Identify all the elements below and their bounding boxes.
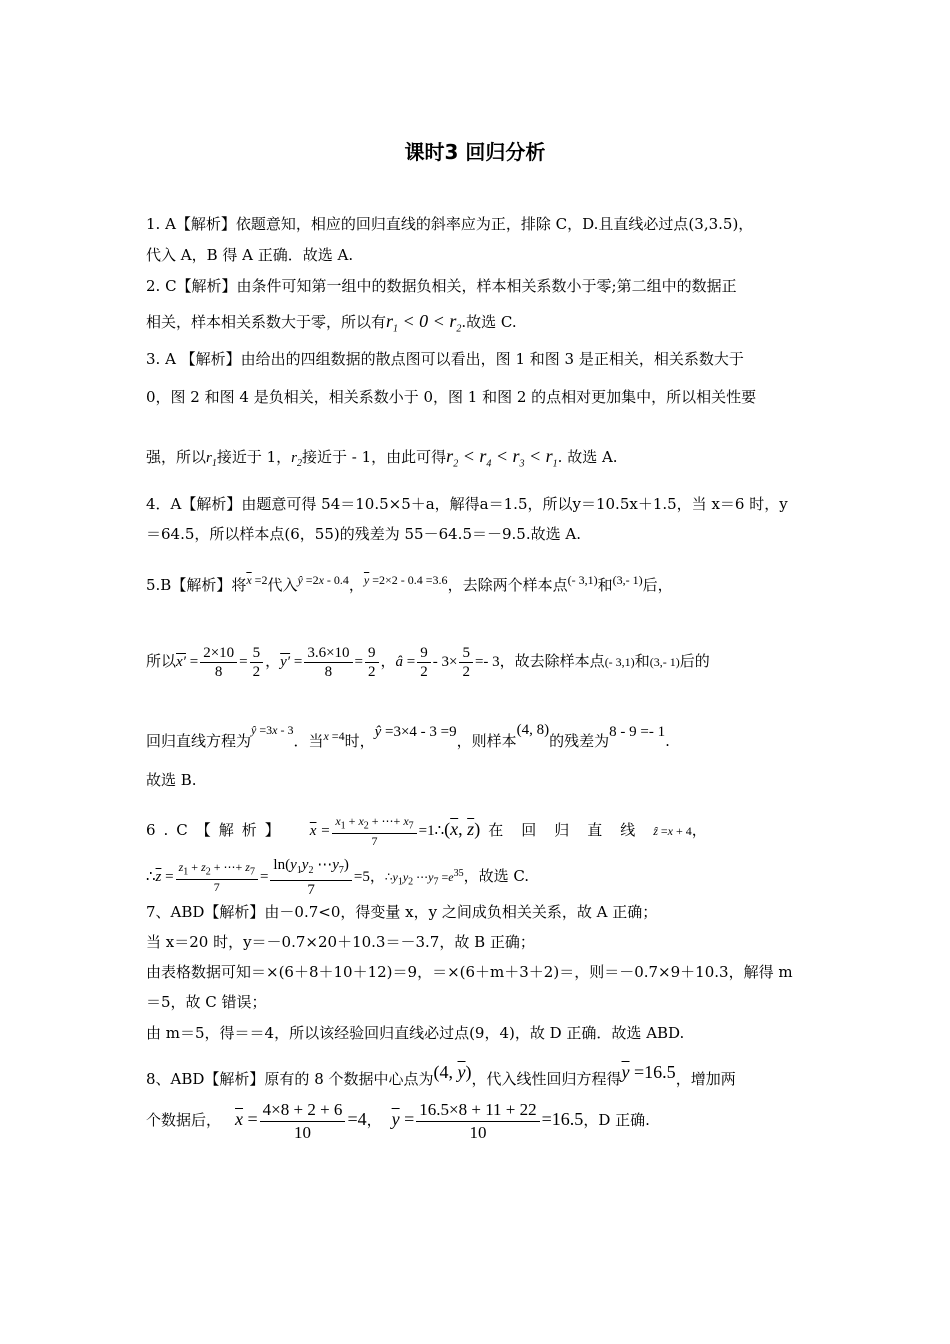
- q5-line3-f: .: [665, 732, 670, 750]
- q6-xbar: $\overline{x}$ =: [309, 823, 331, 839]
- q2-line2: [146, 311, 517, 340]
- q5-frac-5-2: $\frac{5}{2}$: [250, 644, 264, 681]
- q5-point-a2: (- 3,1): [604, 655, 635, 669]
- q5-line2-d: 后的: [679, 652, 710, 670]
- q3-r1: $r_1$: [206, 450, 217, 469]
- q5-line3-d: ，则样本: [456, 732, 517, 750]
- q5-line1-a: 5.B【解析】将: [146, 576, 247, 594]
- q5-point-4-8: (4, 8): [516, 722, 550, 738]
- q5-line2-b: ，故去除样本点: [499, 652, 605, 670]
- q5-point-b2: (3,- 1): [649, 655, 680, 669]
- q5-frac-9-2b: $\frac{9}{2}$: [417, 644, 431, 681]
- q3-line3-d: . 故选 A.: [557, 448, 618, 466]
- q8-line1-c: ，增加两: [675, 1070, 736, 1088]
- q8-line1-a: 8、ABD【解析】原有的 8 个数据中心点为: [146, 1070, 434, 1088]
- q5-line3-a: 回归直线方程为: [146, 732, 252, 750]
- q7-line3: 由表格数据可知＝×(6＋8＋10＋12)＝9，＝×(6＋m＋3＋2)＝，则＝－0.7×9＋10.3，解得 m: [146, 963, 793, 981]
- q8-xbar: $\overline{x}$ =: [235, 1109, 258, 1129]
- q3-line3-a: 强，所以: [146, 448, 207, 466]
- q5-yhat-calc: ŷ =3×4 - 3 =9: [374, 724, 457, 740]
- q6-point-xz: ($\overline{x}$, $\overline{z}$): [444, 819, 481, 839]
- q1-line1: 1. A【解析】依题意知，相应的回归直线的斜率应为正，排除 C，D.且直线必过点(3,3.5)，: [146, 215, 754, 233]
- q8-line1-b: ，代入线性回归方程得: [471, 1070, 622, 1088]
- q6-product-eq: $\therefore y_1y_2$ $\cdots y_7 =e^{35}$: [384, 868, 464, 888]
- q6-line2-end: ，故选 C.: [463, 867, 530, 885]
- q6-line1: 6.C【解析】 $\overline{x}$ = $\frac{x_1 + x_2 + \cdots+ x_7}{7}$ $=1\therefore(\overline{x}$, $\overline{z}$) 在回归直线ẑ =x + 4，: [146, 813, 707, 849]
- q3-r-order: $r_2 < r_4 < r_3 < r_1$: [446, 446, 558, 470]
- q4-line2: ＝64.5，所以样本点(6，55)的残差为 55－64.5＝－9.5.故选 A.: [146, 525, 581, 543]
- q5-new-regression: ŷ =3x - 3: [251, 723, 294, 737]
- q6-therefore-zbar: $\therefore\overline{z}$ =: [146, 869, 174, 885]
- q5-regression-eq: ŷ =2x - 0.4: [297, 573, 349, 587]
- q5-ahat: â: [395, 654, 404, 670]
- q1-line2: 代入 A，B 得 A 正确．故选 A.: [146, 246, 354, 264]
- q5-line2-a: 所以: [146, 652, 177, 670]
- q5-frac-9-2: $\frac{9}{2}$: [365, 644, 379, 681]
- q5-line2: 所以x′ = $\frac{2\times 10}{8}$ = $\frac{5}{2}$ ，y′ = $\frac{3.6\times 10}{8}$ = $\frac{9}{2}$ ，â = $\frac{9}{2}$ - 3× $\frac{5}{2}$ =- 3，故去除样本点(- 3,1)和(3,- 1)后的: [146, 644, 710, 680]
- q5-ybar-eq: y =2×2 - 0.4 =3.6: [363, 573, 448, 587]
- q5-line3: [146, 720, 670, 751]
- q5-line4: 故选 B.: [146, 771, 197, 789]
- q3-line3: [146, 446, 618, 475]
- q8-line2: 个数据后， $\overline{x}$ = $\frac{4\times 8 + 2 + 6}{10}$ =4， $\overline{y}$ = $\frac{16.5\times 8 + 11 + 22}{10}$ =16.5，D 正确.: [146, 1099, 650, 1142]
- q6-frac-x: $\frac{x_1 + x_2 + \cdots+ x_7}{7}$: [332, 814, 416, 848]
- q8-line1: [146, 1062, 736, 1089]
- q6-line1-a: 6.C【解析】: [146, 821, 288, 839]
- q7-line5: 由 m＝5，得＝＝4，所以该经验回归直线必过点(9，4)，故 D 正确．故选 ABD.: [146, 1024, 685, 1042]
- q3-line3-c: 接近于 - 1，由此可得: [302, 448, 447, 466]
- q5-point-a: (- 3,1): [567, 573, 598, 587]
- q5-line3-b: ．当: [293, 732, 324, 750]
- q5-residual: 8 - 9 =- 1: [609, 724, 666, 740]
- q8-line2-b: ，: [366, 1111, 382, 1129]
- q2-line1: 2. C【解析】由条件可知第一组中的数据负相关，样本相关系数小于零;第二组中的数据正: [146, 277, 737, 295]
- q5-line1-f: 后，: [642, 576, 673, 594]
- q7-line4: ＝5，故 C 错误；: [146, 993, 267, 1011]
- q6-line1-b: 在回归直线: [488, 821, 654, 839]
- q6-frac-z: $\frac{z_1 + z_2 + \cdots+ z_7}{7}$: [176, 860, 258, 894]
- q7-line1: 7、ABD【解析】由－0.7<0，得变量 x，y 之间成负相关关系，故 A 正确；: [146, 903, 658, 921]
- q6-frac-ln: $\frac{\ln(y_1y_2 \cdots y_7)}{7}$: [270, 856, 351, 899]
- q5-line1-e: 和: [597, 576, 613, 594]
- q8-ybar: $\overline{y}$ =: [391, 1109, 415, 1129]
- q5-line1-c: ，: [348, 576, 364, 594]
- q5-xbar-eq: x =2: [246, 573, 268, 587]
- q5-frac-5-2b: $\frac{5}{2}$: [459, 644, 473, 681]
- q2-line2-pre: 相关，样本相关系数大于零，所以有: [146, 313, 387, 331]
- q5-frac-y: $\frac{3.6\times 10}{8}$: [304, 644, 352, 681]
- q5-line3-c: 时，: [344, 732, 375, 750]
- q5-line1-b: 代入: [267, 576, 298, 594]
- q4-line1: 4．A【解析】由题意可得 54＝10.5×5＋a，解得a＝1.5，所以y＝10.5x＋1.5，当 x＝6 时，y: [146, 495, 788, 513]
- q8-frac-x: $\frac{4\times 8 + 2 + 6}{10}$: [260, 1099, 346, 1144]
- q8-ybar-eq: $\overline{y} =16.5$: [621, 1062, 676, 1082]
- q5-x-eq-4: x =4: [323, 729, 345, 743]
- q6-line2: $\therefore\overline{z}$ = $\frac{z_1 + z_2 + \cdots+ z_7}{7}$ = $\frac{\ln(y_1y_2 \cdots y_7)}{7}$ =5，$\therefore y_1y_2$ $\cdots y_7 =e^{35}$，故选 C.: [146, 856, 530, 898]
- q8-line2-a: 个数据后，: [146, 1111, 222, 1129]
- q3-line3-b: 接近于 1，: [216, 448, 292, 466]
- q3-line1: 3. A 【解析】由给出的四组数据的散点图可以看出，图 1 和图 3 是正相关，相关系数大于: [146, 350, 744, 368]
- q5-frac-x: $\frac{2\times 10}{8}$: [200, 644, 237, 681]
- q8-frac-y: $\frac{16.5\times 8 + 11 + 22}{10}$: [416, 1099, 539, 1144]
- q8-center-point: (4, $\overline{y}$): [433, 1062, 472, 1082]
- q3-line2: 0，图 2 和图 4 是负相关，相关系数小于 0，图 1 和图 2 的点相对更加集中，所以相关性要: [146, 388, 757, 406]
- q5-ybar-prime: y′: [280, 654, 291, 670]
- q5-line2-c: 和: [634, 652, 650, 670]
- q5-line1: [146, 570, 673, 595]
- q5-line1-d: ，去除两个样本点: [447, 576, 568, 594]
- q2-line2-post: .故选 C.: [461, 313, 517, 331]
- q5-point-b: (3,- 1): [612, 573, 643, 587]
- q5-xbar-prime: x′: [176, 654, 186, 670]
- q5-line3-e: 的残差为: [549, 732, 610, 750]
- q6-zhat-eq: ẑ =x + 4: [653, 824, 692, 838]
- q2-r-inequality: $r_1 < 0 < r_2$: [386, 311, 462, 335]
- q3-r2: $r_2$: [291, 450, 303, 469]
- q7-line2: 当 x＝20 时，y＝－0.7×20＋10.3＝－3.7，故 B 正确；: [146, 933, 535, 951]
- page-title: 课时3 回归分析: [404, 140, 546, 164]
- q8-line2-c: ，D 正确.: [583, 1111, 650, 1129]
